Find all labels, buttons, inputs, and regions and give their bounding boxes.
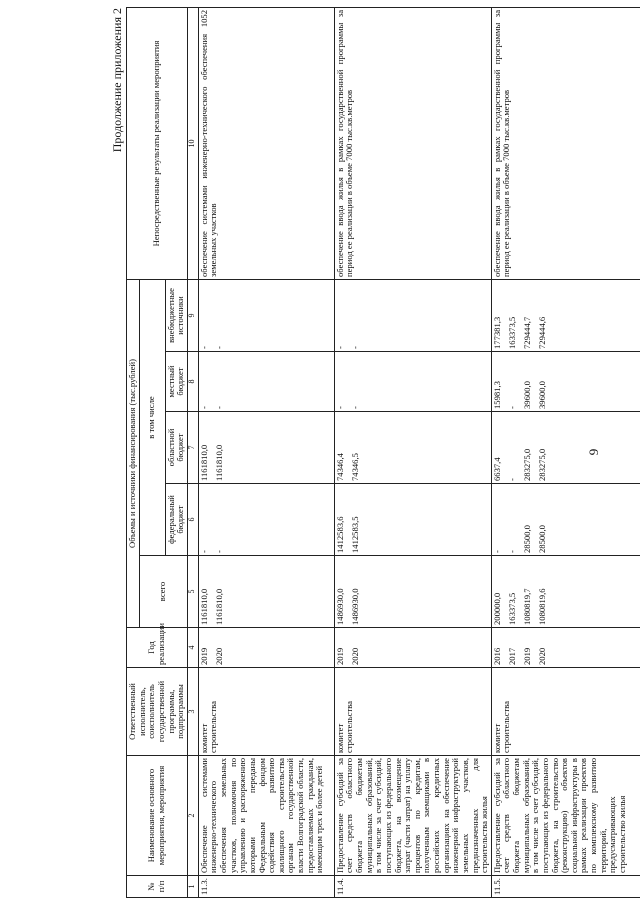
row-extra: [334, 279, 491, 351]
total-value: 1486930,0: [334, 588, 345, 625]
col-index: 5: [187, 556, 198, 628]
extra-value: 177381,3: [491, 316, 502, 349]
extra-value: 729444,6: [536, 316, 547, 349]
federal-value: -: [506, 550, 517, 553]
regional-value: 1161810,0: [198, 444, 209, 481]
header-year: Год реализации: [127, 628, 188, 668]
local-value: 15981,3: [491, 381, 502, 409]
row-federal: [491, 484, 640, 556]
year-value: 2016: [491, 647, 502, 665]
row-federal: [198, 484, 334, 556]
row-local: [491, 352, 640, 412]
col-index: 3: [187, 668, 198, 756]
total-value: 163373,5: [506, 592, 517, 625]
row-extra: [491, 279, 640, 351]
local-value: -: [198, 406, 209, 409]
total-value: 1080819,6: [536, 588, 547, 625]
col-index: 1: [187, 876, 198, 898]
table-row: [334, 7, 491, 897]
row-regional: [491, 412, 640, 484]
row-executor: комитет строительства: [491, 668, 640, 756]
year-value: 2017: [506, 647, 517, 665]
federal-value: 1412583,5: [349, 516, 360, 553]
extra-value: -: [213, 346, 224, 349]
row-federal: [334, 484, 491, 556]
col-index: 10: [187, 7, 198, 279]
row-result: обеспечение ввода жилья в рамках государственной программы за период ее реализации в объеме 7000 тыс.кв.метров: [334, 7, 491, 279]
extra-value: 729444,7: [521, 316, 532, 349]
total-value: 1080819,7: [521, 588, 532, 625]
row-years: [334, 628, 491, 668]
row-local: [334, 352, 491, 412]
extra-value: -: [349, 346, 360, 349]
year-value: 2020: [213, 647, 224, 665]
row-result: обеспечение системами инженерно-технического обеспечения 1052 земельных участков: [198, 7, 334, 279]
extra-value: -: [334, 346, 345, 349]
row-local: [198, 352, 334, 412]
regional-value: 6637,4: [491, 457, 502, 481]
regional-value: 283275,0: [521, 448, 532, 481]
extra-value: -: [198, 346, 209, 349]
row-total: [491, 556, 640, 628]
page-number: 9: [586, 448, 601, 456]
rotated-sheet: [110, 8, 627, 898]
federal-value: -: [491, 550, 502, 553]
header-num: № п/п: [127, 876, 188, 898]
federal-value: -: [213, 550, 224, 553]
table-row: [198, 7, 334, 897]
header-regional: областной бюджет: [165, 412, 187, 484]
total-value: 1161810,0: [198, 588, 209, 625]
federal-value: 28500,0: [521, 525, 532, 553]
header-total: всего: [139, 556, 187, 628]
row-years: [491, 628, 640, 668]
col-index: 4: [187, 628, 198, 668]
header-executor: Ответственный исполнитель, соисполнитель государственной программы, подпрограммы: [127, 668, 188, 756]
total-value: 200000,0: [491, 592, 502, 625]
local-value: -: [213, 406, 224, 409]
header-funding: Объемы и источники финансирования (тыс.рублей): [127, 279, 140, 627]
total-value: 1486930,0: [349, 588, 360, 625]
regional-value: 283275,0: [536, 448, 547, 481]
program-table: [126, 7, 640, 898]
local-value: -: [506, 406, 517, 409]
year-value: 2019: [198, 647, 209, 665]
header-results: Непосредственные результаты реализации мероприятия: [127, 7, 188, 279]
header-incl: в том числе: [139, 279, 165, 555]
row-executor: комитет строительства: [334, 668, 491, 756]
federal-value: 28500,0: [536, 525, 547, 553]
year-value: 2019: [334, 647, 345, 665]
local-value: -: [349, 406, 360, 409]
continuation-caption: Продолжение приложения 2: [110, 8, 124, 153]
local-value: 39600,0: [536, 381, 547, 409]
local-value: 39600,0: [521, 381, 532, 409]
table-row: [491, 7, 640, 897]
regional-value: 1161810,0: [213, 444, 224, 481]
local-value: -: [334, 406, 345, 409]
header-federal: федеральный бюджет: [165, 484, 187, 556]
row-name: Обеспечение системами инженерно-технического обеспечения земельных участков, полномочия по управлению и распоряжению которыми переданы Федеральным фондом содействия развитию жилищного строительства органам государственной власти Волгоградской области, предоставляемых гражданам, имеющим трех и более детей: [198, 756, 334, 876]
row-result: обеспечение ввода жилья в рамках государственной программы за период ее реализации в объеме 7000 тыс.кв.метров: [491, 7, 640, 279]
row-extra: [198, 279, 334, 351]
row-executor: комитет строительства: [198, 668, 334, 756]
regional-value: 74346,4: [334, 453, 345, 481]
federal-value: -: [198, 550, 209, 553]
col-index: 7: [187, 412, 198, 484]
extra-value: 163373,5: [506, 316, 517, 349]
row-name: Предоставление субсидий за счет средств областного бюджета бюджетам муниципальных образований, в том числе за счет субсидий, поступающих из федерального бюджета, на строительство (реконструкцию) объектов социальной инфраструктуры в рамках реализации проектов по комплексному развитию территорий, предусматривающих строительство жилья: [491, 756, 640, 876]
col-index: 2: [187, 756, 198, 876]
row-number: 11.5.: [491, 876, 640, 898]
year-value: 2020: [536, 647, 547, 665]
regional-value: 74346,5: [349, 453, 360, 481]
year-value: 2020: [349, 647, 360, 665]
total-value: 1161810,0: [213, 588, 224, 625]
federal-value: 1412583,6: [334, 516, 345, 553]
regional-value: -: [506, 478, 517, 481]
row-name: Предоставление субсидий за счет средств областного бюджета бюджетам муниципальных образований, в том числе за счет субсидий, поступающих из федерального бюджета, на возмещение затрат (части затрат) на уплату процентов по кредитам, полученным заемщиками в российских кредитных организациях на обеспечение инженерной инфраструктурой земельных участков, предназначенных для строительства жилья: [334, 756, 491, 876]
row-total: [334, 556, 491, 628]
row-number: 11.3.: [198, 876, 334, 898]
year-value: 2019: [521, 647, 532, 665]
col-index: 6: [187, 484, 198, 556]
header-extra: внебюджетные источники: [165, 279, 187, 351]
row-regional: [334, 412, 491, 484]
row-total: [198, 556, 334, 628]
col-index: 9: [187, 279, 198, 351]
header-local: местный бюджет: [165, 352, 187, 412]
row-regional: [198, 412, 334, 484]
col-index: 8: [187, 352, 198, 412]
row-number: 11.4.: [334, 876, 491, 898]
header-name: Наименование основного мероприятия, мероприятия: [127, 756, 188, 876]
row-years: [198, 628, 334, 668]
